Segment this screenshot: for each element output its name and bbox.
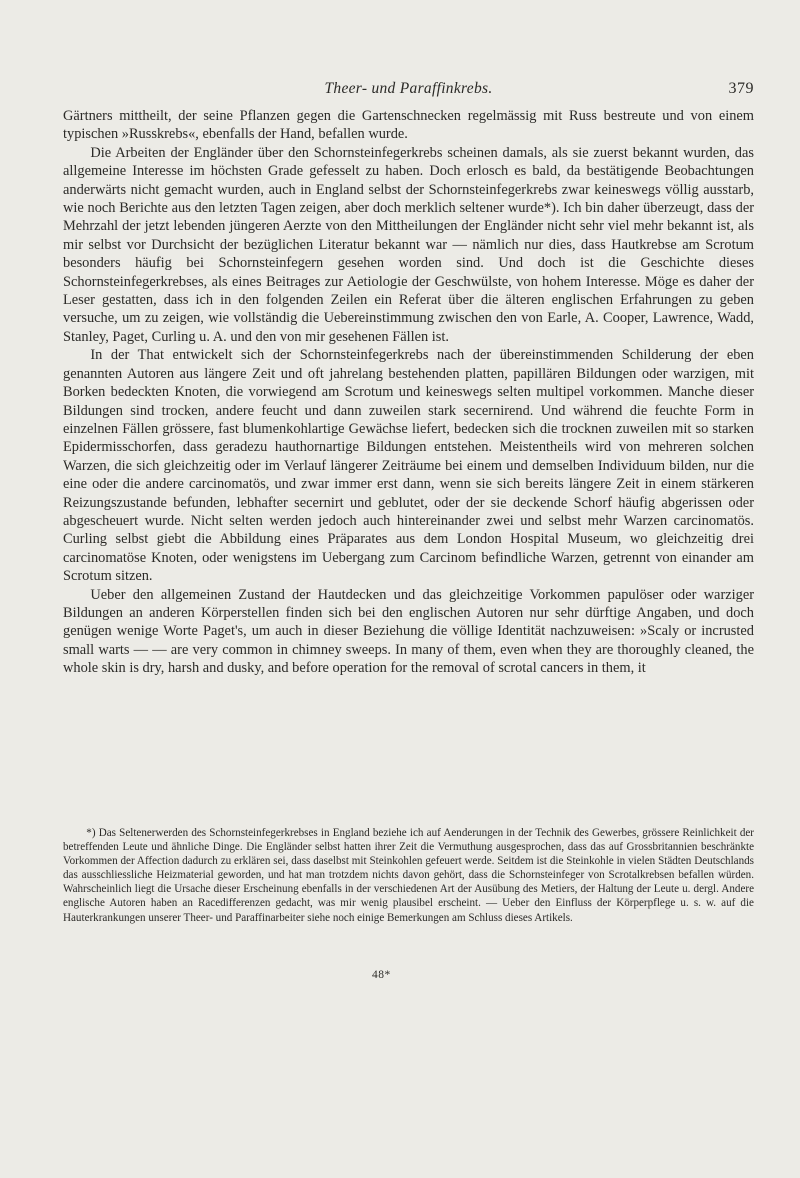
- footnote: [63, 826, 754, 925]
- signature-mark: 48*: [372, 969, 391, 981]
- paragraph-3: In der That entwickelt sich der Schornsteinfegerkrebs nach der übereinstimmenden Schilderung der eben genannten Autoren aus längere Zeit und oft jahrelang bestehenden platten, papillären Bildungen oder warzigen, mit Borken bedeckten Knoten, die vorwiegend am Scrotum und keineswegs selten multipel vorkommen. Manche dieser Bildungen sind trocken, andere feucht und dann zuweilen stark secernirend. Und während die feuchte Form in einzelnen Fällen grössere, fast blumenkohlartige Gewächse liefert, bedecken sich die trocknen zuweilen mit so starken Epidermisschorfen, dass geradezu hauthornartige Bildungen entstehen. Meistentheils wird von mehreren solchen Warzen, die sich gleichzeitig oder im Verlauf längerer Zeiträume bei einem und demselben Individuum bilden, nur die eine oder die andere carcinomatös, und zwar immer erst dann, wenn sie sich bereits längere Zeit in einem stärkeren Reizungszustande befunden, lebhafter secernirt und geblutet, oder der sie deckende Schorf häufig abgerissen oder abgescheuert wurde. Nicht selten werden jedoch auch hintereinander zwei und selbst mehr Warzen carcinomatös. Curling selbst giebt die Abbildung eines Präparates aus dem London Hospital Museum, wo gleichzeitig drei carcinomatöse Knoten, oder wenigstens im Uebergang zum Carcinom befindliche Warzen, getrennt von einander am Scrotum sitzen.: [63, 347, 754, 585]
- paragraph-1: Gärtners mittheilt, der seine Pflanzen gegen die Gartenschnecken regelmässig mit Russ bestreute und von einem typischen »Russkrebs«, ebenfalls der Hand, befallen wurde.: [63, 108, 754, 143]
- body-text: [63, 107, 754, 678]
- paragraph-4: Ueber den allgemeinen Zustand der Hautdecken und das gleichzeitige Vorkommen papulöser oder warziger Bildungen an anderen Körperstellen finden sich bei den englischen Autoren nur sehr dürftige Angaben, und doch genügen wenige Worte Paget's, um auch in dieser Beziehung die völlige Identität nachzuweisen: »Scaly or incrusted small warts — — are very common in chimney sweeps. In many of them, even when they are thoroughly cleaned, the whole skin is dry, harsh and dusky, and before operation for the removal of scrotal cancers in them, it: [63, 586, 754, 677]
- footnote-text: *) Das Seltenerwerden des Schornsteinfegerkrebses in England beziehe ich auf Aenderungen in der Technik des Gewerbes, grössere Reinlichkeit der betreffenden Leute und ähnliche Dinge. Die Engländer selbst hatten ihrer Zeit die Vermuthung ausgesprochen, dass das auf Grossbritannien beschränkte Vorkommen der Affection dadurch zu erklären sei, dass daselbst mit Steinkohlen gefeuert werde. Seitdem ist die Steinkohle in vielen Städten Deutschlands das ausschliessliche Heizmaterial geworden, und hat man trotzdem nichts davon gehört, dass die Schornsteinfeger von Scrotalkrebsen befallen würden. Wahrscheinlich liegt die Ursache dieser Erscheinung ebenfalls in der verschiedenen Art der Ausübung des Metiers, der Haltung der Leute u. dergl. Andere englische Autoren haben an Racedifferenzen gedacht, was mir wenig plausibel erscheint. — Ueber den Einfluss der Körperpflege u. s. w. auf die Hauterkrankungen unserer Theer- und Paraffinarbeiter siehe noch einige Bemerkungen am Schluss dieses Artikels.: [63, 827, 754, 924]
- page-number: 379: [728, 80, 754, 97]
- running-title: Theer- und Paraffinkrebs.: [324, 80, 493, 97]
- running-head: [63, 80, 754, 102]
- paragraph-2: Die Arbeiten der Engländer über den Schornsteinfegerkrebs scheinen damals, als sie zuerst bekannt wurden, das allgemeine Interesse im höchsten Grade gefesselt zu haben. Doch erlosch es bald, da bestätigende Beobachtungen anderwärts nicht gemacht wurden, auch in England selbst der Schornsteinfegerkrebs zwar keineswegs völlig ausstarb, wie noch Berichte aus den letzten Tagen zeigen, aber doch merklich seltener wurde*). Ich bin daher überzeugt, dass der Mehrzahl der jetzt lebenden jüngeren Aerzte von den Mittheilungen der Engländer nicht sehr viel mehr bekannt ist, als mir selbst vor Durchsicht der bezüglichen Literatur bekannt war — nämlich nur dies, dass Hautkrebse am Scrotum besonders häufig bei Schornsteinfegern gesehen worden sind. Und doch ist die Geschichte dieses Schornsteinfegerkrebses, als eines Beitrages zur Aetiologie der Geschwülste, von hohem Interesse. Möge es daher der Leser gestatten, dass ich in den folgenden Zeilen ein Referat über die älteren englischen Erfahrungen zu geben versuche, um zu zeigen, wie vollständig die Uebereinstimmung zwischen den von Earle, A. Cooper, Lawrence, Wadd, Stanley, Paget, Curling u. A. und den von mir gesehenen Fällen ist.: [63, 144, 754, 345]
